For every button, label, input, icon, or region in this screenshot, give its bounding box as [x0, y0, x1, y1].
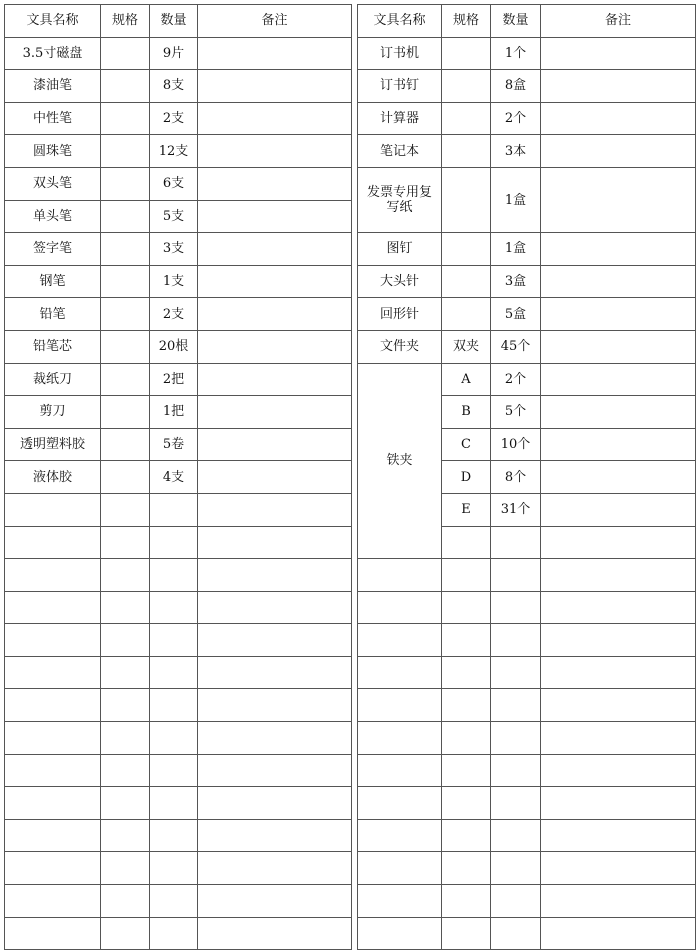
table-row [5, 722, 696, 755]
right-item-spec [442, 70, 491, 103]
right-empty-qty [491, 656, 541, 689]
left-empty-qty [150, 819, 198, 852]
left-empty-spec [101, 754, 150, 787]
left-item-qty: 5卷 [150, 428, 198, 461]
left-item-spec [101, 233, 150, 266]
right-header-name: 文具名称 [358, 5, 442, 38]
left-empty-qty [150, 624, 198, 657]
right-item-note [541, 330, 696, 363]
left-item-name: 3.5寸磁盘 [5, 37, 101, 70]
iron-clip-spec: D [442, 461, 491, 494]
left-empty-qty [150, 689, 198, 722]
iron-clip-note [541, 396, 696, 429]
right-empty-name [358, 885, 442, 918]
right-item-note [541, 135, 696, 168]
table-row [5, 526, 696, 559]
left-empty-note [198, 624, 352, 657]
iron-clip-name: 铁夹 [358, 363, 442, 559]
table-row [5, 819, 696, 852]
left-empty-name [5, 624, 101, 657]
left-item-spec [101, 200, 150, 233]
left-empty-qty [150, 493, 198, 526]
left-item-name: 铅笔 [5, 298, 101, 331]
left-item-note [198, 265, 352, 298]
left-item-name: 钢笔 [5, 265, 101, 298]
table-row [5, 428, 696, 461]
left-item-note [198, 330, 352, 363]
iron-clip-spec: A [442, 363, 491, 396]
right-empty-note [541, 917, 696, 950]
right-empty-spec [442, 852, 491, 885]
left-empty-spec [101, 917, 150, 950]
left-item-spec [101, 70, 150, 103]
left-item-name: 中性笔 [5, 102, 101, 135]
right-empty-name [358, 656, 442, 689]
right-item-qty: 3本 [491, 135, 541, 168]
left-item-name: 剪刀 [5, 396, 101, 429]
right-empty-spec [442, 787, 491, 820]
right-empty-qty [491, 591, 541, 624]
left-item-qty: 2支 [150, 298, 198, 331]
left-item-qty: 9片 [150, 37, 198, 70]
right-header-note: 备注 [541, 5, 696, 38]
table-row [5, 852, 696, 885]
right-item-name: 图钉 [358, 233, 442, 266]
right-empty-spec [442, 689, 491, 722]
left-item-note [198, 167, 352, 200]
left-item-spec [101, 265, 150, 298]
left-empty-spec [101, 559, 150, 592]
column-gap [352, 461, 358, 494]
left-item-note [198, 102, 352, 135]
left-item-qty: 1支 [150, 265, 198, 298]
right-empty-qty [491, 624, 541, 657]
iron-clip-qty: 8个 [491, 461, 541, 494]
left-empty-name [5, 787, 101, 820]
left-empty-note [198, 754, 352, 787]
left-item-note [198, 233, 352, 266]
right-item-name: 文件夹 [358, 330, 442, 363]
left-empty-qty [150, 591, 198, 624]
left-empty-spec [101, 689, 150, 722]
table-row [5, 37, 696, 70]
right-item-qty: 1个 [491, 37, 541, 70]
left-item-spec [101, 428, 150, 461]
iron-clip-qty: 5个 [491, 396, 541, 429]
right-item-name: 笔记本 [358, 135, 442, 168]
table-row [5, 135, 696, 168]
left-item-qty: 8支 [150, 70, 198, 103]
left-item-name: 铅笔芯 [5, 330, 101, 363]
left-empty-note [198, 591, 352, 624]
left-empty-qty [150, 917, 198, 950]
right-empty-spec [442, 917, 491, 950]
right-item-note [541, 167, 696, 232]
left-empty-note [198, 493, 352, 526]
left-empty-note [198, 917, 352, 950]
table-row [5, 396, 696, 429]
right-item-name: 发票专用复写纸 [358, 167, 442, 232]
right-empty-note [541, 526, 696, 559]
left-empty-name [5, 754, 101, 787]
table-row [5, 624, 696, 657]
right-item-spec [442, 298, 491, 331]
left-item-name: 圆珠笔 [5, 135, 101, 168]
left-empty-note [198, 787, 352, 820]
right-empty-note [541, 656, 696, 689]
right-item-name: 订书机 [358, 37, 442, 70]
right-empty-qty [491, 819, 541, 852]
table-row [5, 493, 696, 526]
right-item-note [541, 265, 696, 298]
table-body [5, 5, 696, 950]
left-item-note [198, 200, 352, 233]
right-item-note [541, 37, 696, 70]
right-empty-spec [442, 656, 491, 689]
left-empty-note [198, 526, 352, 559]
iron-clip-note [541, 428, 696, 461]
left-header-spec: 规格 [101, 5, 150, 38]
left-item-note [198, 461, 352, 494]
iron-clip-spec: C [442, 428, 491, 461]
left-item-note [198, 298, 352, 331]
right-empty-qty [491, 559, 541, 592]
left-item-name: 单头笔 [5, 200, 101, 233]
left-empty-spec [101, 624, 150, 657]
right-item-spec [442, 233, 491, 266]
right-item-spec [442, 37, 491, 70]
left-item-spec [101, 396, 150, 429]
left-empty-name [5, 722, 101, 755]
left-item-qty: 4支 [150, 461, 198, 494]
right-empty-note [541, 559, 696, 592]
right-item-spec: 双夹 [442, 330, 491, 363]
right-item-qty: 45个 [491, 330, 541, 363]
left-empty-name [5, 559, 101, 592]
column-gap [352, 493, 358, 526]
left-empty-spec [101, 885, 150, 918]
right-item-name: 订书钉 [358, 70, 442, 103]
table-row [5, 591, 696, 624]
right-item-spec [442, 135, 491, 168]
right-item-spec [442, 265, 491, 298]
left-empty-qty [150, 754, 198, 787]
left-item-note [198, 70, 352, 103]
right-item-qty: 1盒 [491, 233, 541, 266]
right-item-qty: 1盒 [491, 167, 541, 232]
right-item-qty: 8盒 [491, 70, 541, 103]
left-item-spec [101, 135, 150, 168]
iron-clip-spec: E [442, 493, 491, 526]
left-empty-note [198, 852, 352, 885]
left-item-qty: 2支 [150, 102, 198, 135]
table-row [5, 754, 696, 787]
left-item-spec [101, 363, 150, 396]
left-item-spec [101, 461, 150, 494]
right-empty-note [541, 591, 696, 624]
right-empty-name [358, 689, 442, 722]
left-empty-spec [101, 722, 150, 755]
table-row [5, 363, 696, 396]
left-empty-qty [150, 526, 198, 559]
header-row [5, 5, 696, 38]
left-item-name: 签字笔 [5, 233, 101, 266]
left-item-spec [101, 102, 150, 135]
table-row [5, 885, 696, 918]
left-empty-spec [101, 526, 150, 559]
iron-clip-note [541, 461, 696, 494]
table-row [5, 917, 696, 950]
left-empty-note [198, 819, 352, 852]
iron-clip-note [541, 363, 696, 396]
right-item-name: 大头针 [358, 265, 442, 298]
right-item-note [541, 70, 696, 103]
right-empty-spec [442, 559, 491, 592]
right-empty-name [358, 819, 442, 852]
left-item-qty: 2把 [150, 363, 198, 396]
left-item-name: 透明塑料胶 [5, 428, 101, 461]
left-item-spec [101, 37, 150, 70]
column-gap [352, 200, 358, 233]
left-empty-name [5, 885, 101, 918]
iron-clip-qty: 31个 [491, 493, 541, 526]
right-item-qty: 3盒 [491, 265, 541, 298]
table-row [5, 461, 696, 494]
right-item-note [541, 233, 696, 266]
right-item-qty: 2个 [491, 102, 541, 135]
left-item-qty: 12支 [150, 135, 198, 168]
right-item-spec [442, 167, 491, 232]
left-empty-name [5, 493, 101, 526]
right-item-name: 计算器 [358, 102, 442, 135]
left-empty-note [198, 559, 352, 592]
left-item-qty: 1把 [150, 396, 198, 429]
left-header-qty: 数量 [150, 5, 198, 38]
left-item-note [198, 428, 352, 461]
left-item-note [198, 363, 352, 396]
table-row [5, 298, 696, 331]
right-empty-note [541, 754, 696, 787]
right-item-note [541, 298, 696, 331]
right-empty-name [358, 722, 442, 755]
left-header-name: 文具名称 [5, 5, 101, 38]
left-item-qty: 6支 [150, 167, 198, 200]
left-empty-name [5, 656, 101, 689]
left-item-note [198, 37, 352, 70]
right-empty-qty [491, 787, 541, 820]
left-empty-spec [101, 591, 150, 624]
right-empty-qty [491, 689, 541, 722]
left-item-spec [101, 330, 150, 363]
column-gap [352, 396, 358, 429]
right-item-spec [442, 102, 491, 135]
column-gap [352, 526, 358, 559]
left-empty-note [198, 885, 352, 918]
table-row [5, 102, 696, 135]
right-empty-qty [491, 917, 541, 950]
left-item-name: 双头笔 [5, 167, 101, 200]
left-item-name: 裁纸刀 [5, 363, 101, 396]
right-empty-name [358, 852, 442, 885]
left-empty-note [198, 656, 352, 689]
right-empty-spec [442, 722, 491, 755]
left-empty-qty [150, 722, 198, 755]
right-empty-qty [491, 722, 541, 755]
right-empty-name [358, 754, 442, 787]
left-empty-qty [150, 559, 198, 592]
table-row [5, 559, 696, 592]
left-item-qty: 5支 [150, 200, 198, 233]
left-empty-name [5, 689, 101, 722]
iron-clip-qty: 2个 [491, 363, 541, 396]
left-empty-name [5, 917, 101, 950]
right-empty-spec [442, 754, 491, 787]
right-empty-name [358, 917, 442, 950]
left-item-spec [101, 167, 150, 200]
stationery-inventory-table [4, 4, 696, 950]
right-item-note [541, 102, 696, 135]
left-item-note [198, 135, 352, 168]
right-empty-spec [442, 591, 491, 624]
right-empty-spec [442, 885, 491, 918]
table-row [5, 330, 696, 363]
left-item-name: 漆油笔 [5, 70, 101, 103]
column-gap [352, 428, 358, 461]
left-item-qty: 20根 [150, 330, 198, 363]
left-empty-spec [101, 787, 150, 820]
left-empty-name [5, 852, 101, 885]
right-header-spec: 规格 [442, 5, 491, 38]
left-item-note [198, 396, 352, 429]
left-empty-qty [150, 656, 198, 689]
left-empty-spec [101, 852, 150, 885]
iron-clip-note [541, 493, 696, 526]
table-row [5, 167, 696, 200]
right-empty-name [358, 624, 442, 657]
left-empty-note [198, 689, 352, 722]
left-empty-qty [150, 885, 198, 918]
right-empty-note [541, 852, 696, 885]
right-empty-note [541, 885, 696, 918]
right-empty-qty [491, 754, 541, 787]
left-empty-name [5, 819, 101, 852]
left-empty-qty [150, 852, 198, 885]
left-header-note: 备注 [198, 5, 352, 38]
right-empty-note [541, 689, 696, 722]
left-empty-name [5, 591, 101, 624]
table-row [5, 787, 696, 820]
table-row [5, 656, 696, 689]
iron-clip-spec: B [442, 396, 491, 429]
left-empty-note [198, 722, 352, 755]
table-row [5, 70, 696, 103]
right-empty-name [358, 559, 442, 592]
right-empty-qty [491, 526, 541, 559]
right-empty-qty [491, 885, 541, 918]
right-empty-note [541, 624, 696, 657]
right-empty-spec [442, 819, 491, 852]
left-item-name: 液体胶 [5, 461, 101, 494]
table-row [5, 233, 696, 266]
right-item-qty: 5盒 [491, 298, 541, 331]
left-item-qty: 3支 [150, 233, 198, 266]
table-row [5, 265, 696, 298]
right-empty-spec [442, 526, 491, 559]
right-empty-qty [491, 852, 541, 885]
table-row [5, 689, 696, 722]
left-empty-spec [101, 819, 150, 852]
left-empty-spec [101, 493, 150, 526]
right-empty-name [358, 787, 442, 820]
left-empty-spec [101, 656, 150, 689]
iron-clip-qty: 10个 [491, 428, 541, 461]
left-empty-name [5, 526, 101, 559]
right-empty-spec [442, 624, 491, 657]
right-header-qty: 数量 [491, 5, 541, 38]
left-empty-qty [150, 787, 198, 820]
right-empty-note [541, 819, 696, 852]
left-item-spec [101, 298, 150, 331]
right-empty-note [541, 787, 696, 820]
right-item-name: 回形针 [358, 298, 442, 331]
right-empty-name [358, 591, 442, 624]
right-empty-note [541, 722, 696, 755]
